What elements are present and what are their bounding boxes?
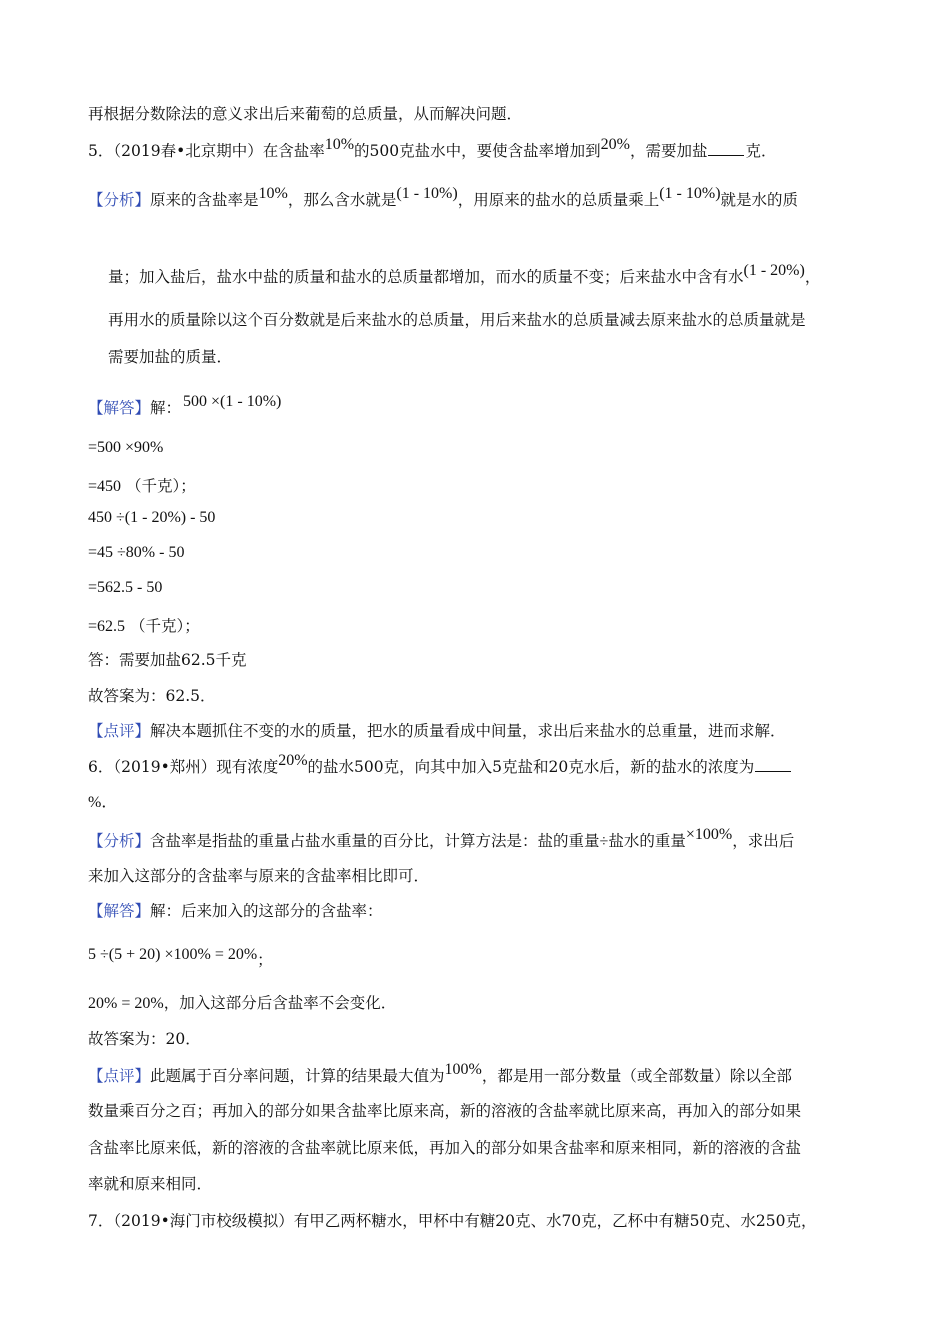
math-line: 20% = 20%，加入这部分后含盐率不会变化．: [88, 994, 397, 1012]
math-line: =500 ×90%: [88, 439, 164, 456]
question-number: 7．: [88, 1212, 114, 1230]
math-line: 5 ÷(5 + 20) ×100% = 20%；: [88, 946, 273, 969]
answer-blank: [755, 756, 791, 772]
solution-tag: 【解答】: [88, 902, 151, 920]
math-line: =45 ÷80% - 50: [88, 544, 185, 561]
math-expr: 10%: [258, 185, 288, 202]
math-line: =450 （千克）；: [88, 477, 196, 495]
analysis-tag: 【分析】: [88, 191, 151, 209]
analysis-5-line4: 需要加盐的质量．: [108, 348, 233, 366]
math-expr: (1 - 10%): [396, 185, 458, 202]
analysis-5-line3: 再用水的质量除以这个百分数就是后来盐水的总质量，用后来盐水的总质量减去原来盐水的总质量就是: [108, 311, 806, 329]
analysis-5: 【分析】原来的含盐率是10%，那么含水就是(1 - 10%)，用原来的盐水的总质量乘上(1 - 10%)就是水的质: [88, 185, 799, 209]
solution-6: 【解答】解：后来加入的这部分的含盐率：: [88, 902, 383, 920]
text-line: 再根据分数除法的意义求出后来葡萄的总质量，从而解决问题．: [88, 105, 523, 123]
comment-tag: 【点评】: [88, 1067, 151, 1085]
question-number: 5．: [88, 142, 114, 160]
solution-5: 【解答】解： 500 ×(1 - 10%): [88, 393, 282, 417]
math-expr: ÷: [599, 833, 609, 850]
math-expr: 500 ×(1 - 10%): [183, 393, 282, 410]
final-answer: 故答案为：20．: [88, 1030, 201, 1048]
comment-6-line2: 数量乘百分之百；再加入的部分如果含盐率比原来高，新的溶液的含盐率就比原来高，再加入的部分如果: [88, 1102, 802, 1120]
math-expr: 100%: [444, 1061, 482, 1078]
solution-tag: 【解答】: [88, 399, 151, 417]
math-line: 450 ÷(1 - 20%) - 50: [88, 509, 216, 526]
answer-line: 答：需要加盐62.5千克: [88, 651, 247, 669]
analysis-6-line2: 来加入这部分的含盐率与原来的含盐率相比即可．: [88, 867, 430, 885]
final-answer: 故答案为：62.5．: [88, 687, 216, 705]
math-expr: 20%: [278, 752, 308, 769]
comment-5: 【点评】解决本题抓住不变的水的质量，把水的质量看成中间量，求出后来盐水的总重量，进而求解．: [88, 722, 786, 740]
question-6-line2: %．: [88, 794, 118, 811]
comment-6-line3: 含盐率比原来低，新的溶液的含盐率就比原来低，再加入的部分如果含盐率和原来相同，新的溶液的含盐: [88, 1139, 802, 1157]
math-expr: (1 - 20%): [743, 262, 805, 279]
analysis-tag: 【分析】: [88, 832, 151, 850]
analysis-6: 【分析】含盐率是指盐的重量占盐水重量的百分比，计算方法是：盐的重量÷盐水的重量×100%，求出后: [88, 826, 795, 850]
comment-6-line4: 率就和原来相同．: [88, 1175, 213, 1193]
math-expr: (1 - 10%): [659, 185, 721, 202]
question-5: 5．（2019春•北京期中）在含盐率10%的500克盐水中，要使含盐率增加到20%，需要加盐 克．: [88, 136, 777, 160]
comment-tag: 【点评】: [88, 722, 151, 740]
math-line: =62.5 （千克）；: [88, 617, 200, 635]
math-expr: ×100%: [685, 826, 733, 843]
comment-6: 【点评】此题属于百分率问题，计算的结果最大值为100%，都是用一部分数量（或全部数量）除以全部: [88, 1061, 792, 1085]
analysis-5-line2: 量；加入盐后，盐水中盐的质量和盐水的总质量都增加，而水的质量不变；后来盐水中含有水(1 - 20%)，: [108, 262, 821, 286]
question-6: 6．（2019•郑州）现有浓度20%的盐水500克，向其中加入5克盐和20克水后，新的盐水的浓度为: [88, 755, 792, 780]
math-expr: 10%: [324, 136, 355, 153]
answer-blank: [708, 140, 744, 156]
question-number: 6．: [88, 758, 114, 776]
math-expr: 20%: [600, 136, 630, 153]
math-line: =562.5 - 50: [88, 579, 163, 596]
question-7: 7．（2019•海门市校级模拟）有甲乙两杯糖水，甲杯中有糖20克、水70克，乙杯中有糖50克、水250克，: [88, 1212, 817, 1230]
